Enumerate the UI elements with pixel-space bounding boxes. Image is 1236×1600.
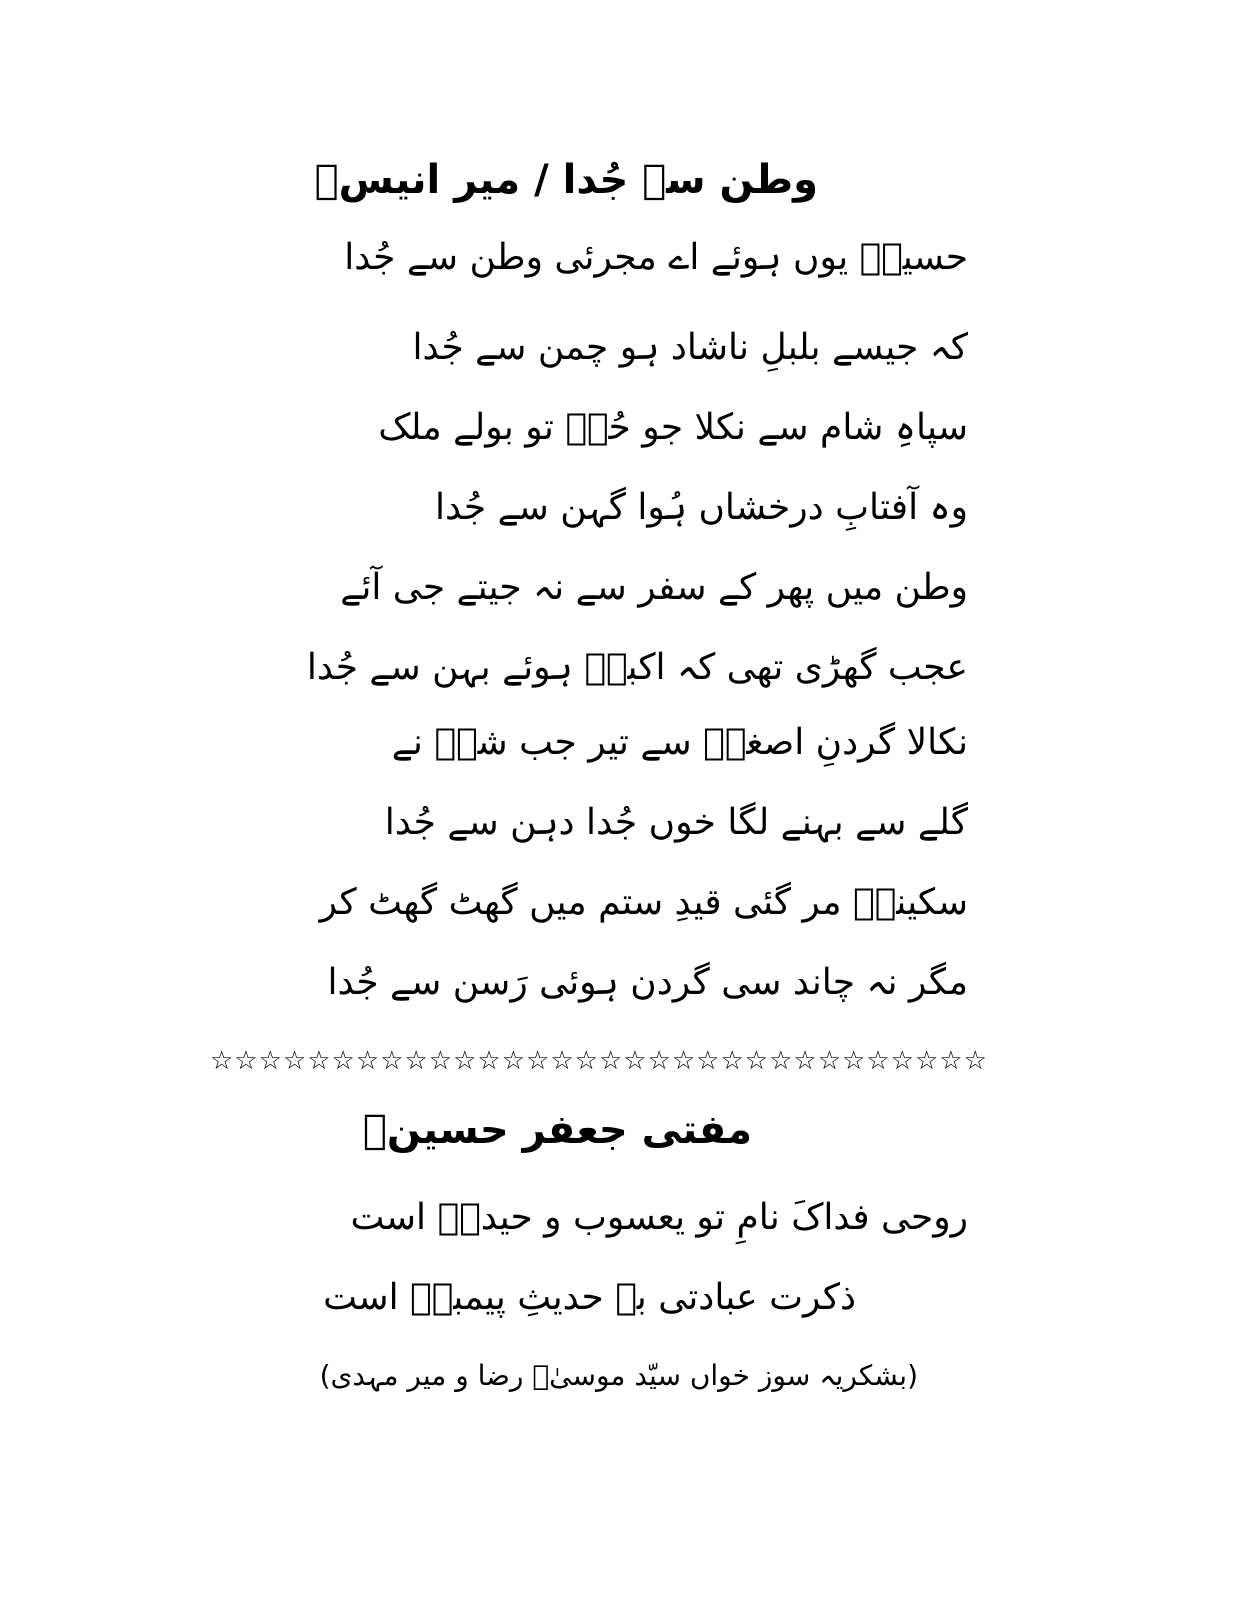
verse-line-7: نکالا گردنِ اصغرؑ سے تیر جب شہؑ نے bbox=[391, 722, 968, 763]
verse-line-1: حسینؑ یوں ہوئے اے مجرئی وطن سے جُدا bbox=[344, 237, 968, 278]
star-divider: ☆☆☆☆☆☆☆☆☆☆☆☆☆☆☆☆☆☆☆☆☆☆☆☆☆☆☆☆☆☆☆☆ bbox=[210, 1046, 988, 1076]
verse2-line-2: ذکرت عبادتی بہ حدیثِ پیمبرؐ است bbox=[323, 1277, 856, 1318]
poem-title: وطن سے جُدا / میر انیسؔ bbox=[314, 157, 818, 203]
verse-line-2: کہ جیسے بلبلِ ناشاد ہو چمن سے جُدا bbox=[412, 327, 968, 368]
verse2-line-1: روحی فداکَ نامِ تو یعسوب و حیدرؑ است bbox=[350, 1197, 968, 1238]
verse-line-8: گلے سے بہنے لگا خوں جُدا دہن سے جُدا bbox=[384, 802, 968, 843]
verse-line-3: سپاہِ شام سے نکلا جو حُرؑ تو بولے ملک bbox=[378, 407, 968, 448]
verse-line-6: عجب گھڑی تھی کہ اکبرؑ ہوئے بہن سے جُدا bbox=[306, 647, 968, 688]
poem2-title: مفتی جعفر حسینؒ bbox=[362, 1107, 752, 1153]
credit-note: (بشکریہ سوز خواں سیّد موسیٰؒ رضا و میر مہدی) bbox=[319, 1359, 918, 1392]
verse-line-9: سکینہؑ مر گئی قیدِ ستم میں گھٹ گھٹ کر bbox=[319, 882, 968, 923]
verse-line-5: وطن میں پھر کے سفر سے نہ جیتے جی آئے bbox=[340, 567, 968, 608]
verse-line-4: وہ آفتابِ درخشاں ہُوا گہن سے جُدا bbox=[434, 487, 968, 528]
verse-line-10: مگر نہ چاند سی گردن ہوئی رَسن سے جُدا bbox=[327, 962, 968, 1003]
